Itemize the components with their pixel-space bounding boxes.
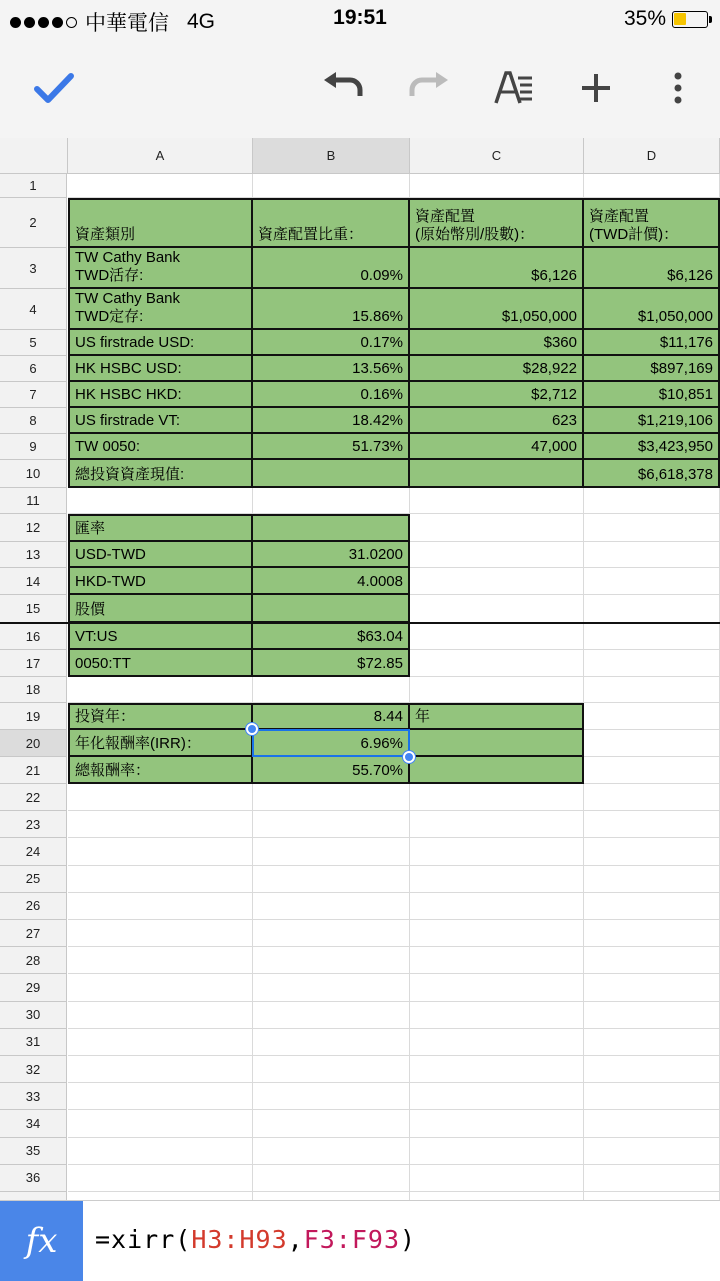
more-vertical-icon[interactable] xyxy=(660,62,696,114)
cell-d1[interactable] xyxy=(584,174,720,198)
cell-b4[interactable]: 15.86% xyxy=(253,289,410,330)
cell-c30[interactable] xyxy=(410,1002,584,1029)
cell-c17[interactable] xyxy=(410,650,584,677)
cell-a36[interactable] xyxy=(68,1165,253,1192)
formula-bar xyxy=(0,1200,720,1280)
cell-d25[interactable] xyxy=(584,866,720,893)
cell-c4[interactable]: $1,050,000 xyxy=(410,289,584,330)
cell-b32[interactable] xyxy=(253,1056,410,1083)
cell-d9[interactable]: $3,423,950 xyxy=(584,434,720,460)
row-header-27[interactable]: 27 xyxy=(0,920,67,947)
selection-handle-bottom[interactable] xyxy=(403,751,415,763)
row-header-26[interactable]: 26 xyxy=(0,893,67,920)
editor-toolbar xyxy=(0,38,720,138)
cell-a27[interactable] xyxy=(68,920,253,947)
cell-c1[interactable] xyxy=(410,174,584,198)
battery-icon xyxy=(672,11,708,28)
cell-b6[interactable]: 13.56% xyxy=(253,356,410,382)
undo-icon[interactable] xyxy=(318,62,370,114)
cell-c32[interactable] xyxy=(410,1056,584,1083)
column-header-c[interactable]: C xyxy=(410,138,584,174)
cell-a15[interactable]: 股價 xyxy=(68,595,253,623)
frozen-rows-divider xyxy=(0,622,720,624)
cell-d3[interactable]: $6,126 xyxy=(584,248,720,289)
cell-a24[interactable] xyxy=(68,838,253,865)
cell-b26[interactable] xyxy=(253,893,410,920)
battery-percent: 35% xyxy=(623,7,666,30)
carrier-name: 中華電信 xyxy=(85,12,169,35)
cell-b19[interactable]: 8.44 xyxy=(253,703,410,730)
cell-c15[interactable] xyxy=(410,595,584,623)
cell-d32[interactable] xyxy=(584,1056,720,1083)
cell-b2[interactable]: 資產配置比重： xyxy=(253,198,410,248)
row-header-25[interactable]: 25 xyxy=(0,866,67,893)
cell-b22[interactable] xyxy=(253,784,410,811)
cell-b25[interactable] xyxy=(253,866,410,893)
cell-a5[interactable]: US firstrade USD: xyxy=(68,330,253,356)
cell-a8[interactable]: US firstrade VT: xyxy=(68,408,253,434)
cell-a11[interactable] xyxy=(68,488,253,514)
selection-handle-top[interactable] xyxy=(246,723,258,735)
cell-d2[interactable]: 資產配置 (TWD計價)： xyxy=(584,198,720,248)
row-header-6[interactable]: 6 xyxy=(0,356,67,382)
cell-d29[interactable] xyxy=(584,974,720,1001)
row-header-1[interactable]: 1 xyxy=(0,174,67,198)
cell-d16[interactable] xyxy=(584,623,720,650)
cell-d28[interactable] xyxy=(584,947,720,974)
cell-b36[interactable] xyxy=(253,1165,410,1192)
column-header-a[interactable]: A xyxy=(68,138,253,174)
cell-c31[interactable] xyxy=(410,1029,584,1056)
formula-prefix: =xirr( xyxy=(95,1225,192,1254)
row-header-35[interactable]: 35 xyxy=(0,1138,67,1165)
cell-a16[interactable]: VT:US xyxy=(68,623,253,650)
cell-a33[interactable] xyxy=(68,1083,253,1110)
status-bar xyxy=(0,0,720,38)
cell-d11[interactable] xyxy=(584,488,720,514)
cell-a32[interactable] xyxy=(68,1056,253,1083)
redo-icon[interactable] xyxy=(402,62,454,114)
cell-b24[interactable] xyxy=(253,838,410,865)
cell-a34[interactable] xyxy=(68,1110,253,1137)
cell-c2[interactable]: 資產配置 (原始幣別/股數)： xyxy=(410,198,584,248)
cell-b29[interactable] xyxy=(253,974,410,1001)
cell-c7[interactable]: $2,712 xyxy=(410,382,584,408)
cell-a3[interactable]: TW Cathy Bank TWD活存: xyxy=(68,248,253,289)
row-header-23[interactable]: 23 xyxy=(0,811,67,838)
cell-b10[interactable] xyxy=(253,460,410,488)
cell-c16[interactable] xyxy=(410,623,584,650)
formula-range-1: H3:H93 xyxy=(191,1225,288,1254)
cell-c20[interactable] xyxy=(410,730,584,757)
cell-d33[interactable] xyxy=(584,1083,720,1110)
cell-a1[interactable] xyxy=(68,174,253,198)
cell-a14[interactable]: HKD-TWD xyxy=(68,568,253,595)
cell-c8[interactable]: 623 xyxy=(410,408,584,434)
cell-d19[interactable] xyxy=(584,703,720,730)
cell-d24[interactable] xyxy=(584,838,720,865)
cell-a12[interactable]: 匯率 xyxy=(68,514,253,542)
text-format-icon[interactable] xyxy=(488,62,540,114)
cell-b18[interactable] xyxy=(253,677,410,703)
row-header-19[interactable]: 19 xyxy=(0,703,67,730)
row-header-33[interactable]: 33 xyxy=(0,1083,67,1110)
cell-d31[interactable] xyxy=(584,1029,720,1056)
row-header-9[interactable]: 9 xyxy=(0,434,67,460)
row-header-10[interactable]: 10 xyxy=(0,460,67,488)
cell-c28[interactable] xyxy=(410,947,584,974)
cell-d21[interactable] xyxy=(584,757,720,784)
cell-d22[interactable] xyxy=(584,784,720,811)
cell-a19[interactable]: 投資年： xyxy=(68,703,253,730)
row-header-8[interactable]: 8 xyxy=(0,408,67,434)
cell-d13[interactable] xyxy=(584,542,720,568)
network-type: 4G xyxy=(187,10,216,33)
cell-a6[interactable]: HK HSBC USD: xyxy=(68,356,253,382)
cell-d35[interactable] xyxy=(584,1138,720,1165)
row-header-36[interactable]: 36 xyxy=(0,1165,67,1192)
row-header-13[interactable]: 13 xyxy=(0,542,67,568)
cell-a7[interactable]: HK HSBC HKD: xyxy=(68,382,253,408)
row-header-30[interactable]: 30 xyxy=(0,1002,67,1029)
cell-d34[interactable] xyxy=(584,1110,720,1137)
row-header-32[interactable]: 32 xyxy=(0,1056,67,1083)
cell-d20[interactable] xyxy=(584,730,720,757)
cell-c35[interactable] xyxy=(410,1138,584,1165)
cell-b20[interactable]: 6.96% xyxy=(253,730,410,757)
cell-b21[interactable]: 55.70% xyxy=(253,757,410,784)
cell-d12[interactable] xyxy=(584,514,720,542)
cell-c13[interactable] xyxy=(410,542,584,568)
cell-b7[interactable]: 0.16% xyxy=(253,382,410,408)
cell-d27[interactable] xyxy=(584,920,720,947)
cell-b33[interactable] xyxy=(253,1083,410,1110)
cell-d6[interactable]: $897,169 xyxy=(584,356,720,382)
cell-d14[interactable] xyxy=(584,568,720,595)
formula-suffix: ) xyxy=(400,1225,417,1254)
cell-a20[interactable]: 年化報酬率(IRR)： xyxy=(68,730,253,757)
cell-d7[interactable]: $10,851 xyxy=(584,382,720,408)
row-header-4[interactable]: 4 xyxy=(0,289,67,330)
cell-d26[interactable] xyxy=(584,893,720,920)
cell-a31[interactable] xyxy=(68,1029,253,1056)
cell-b5[interactable]: 0.17% xyxy=(253,330,410,356)
cell-c3[interactable]: $6,126 xyxy=(410,248,584,289)
cell-b27[interactable] xyxy=(253,920,410,947)
cell-d15[interactable] xyxy=(584,595,720,623)
row-header-14[interactable]: 14 xyxy=(0,568,67,595)
row-header-21[interactable]: 21 xyxy=(0,757,67,784)
cell-c14[interactable] xyxy=(410,568,584,595)
cell-c6[interactable]: $28,922 xyxy=(410,356,584,382)
cell-a2[interactable]: 資產類別 xyxy=(68,198,253,248)
cell-c24[interactable] xyxy=(410,838,584,865)
row-header-5[interactable]: 5 xyxy=(0,330,67,356)
status-time: 19:51 xyxy=(333,6,387,29)
row-header-3[interactable]: 3 xyxy=(0,248,67,289)
cell-a13[interactable]: USD-TWD xyxy=(68,542,253,568)
cell-b11[interactable] xyxy=(253,488,410,514)
cell-a23[interactable] xyxy=(68,811,253,838)
row-header-20[interactable]: 20 xyxy=(0,730,67,757)
cell-c26[interactable] xyxy=(410,893,584,920)
column-header-d[interactable]: D xyxy=(584,138,720,174)
cell-a28[interactable] xyxy=(68,947,253,974)
spreadsheet-grid[interactable] xyxy=(0,138,720,1200)
cell-a25[interactable] xyxy=(68,866,253,893)
cell-c21[interactable] xyxy=(410,757,584,784)
cell-d8[interactable]: $1,219,106 xyxy=(584,408,720,434)
cell-c23[interactable] xyxy=(410,811,584,838)
cell-c18[interactable] xyxy=(410,677,584,703)
cell-a26[interactable] xyxy=(68,893,253,920)
cell-a22[interactable] xyxy=(68,784,253,811)
formula-separator: , xyxy=(287,1225,304,1254)
cell-c34[interactable] xyxy=(410,1110,584,1137)
cell-b14[interactable]: 4.0008 xyxy=(253,568,410,595)
cell-c11[interactable] xyxy=(410,488,584,514)
cell-b1[interactable] xyxy=(253,174,410,198)
row-header-2[interactable]: 2 xyxy=(0,198,67,248)
cell-b13[interactable]: 31.0200 xyxy=(253,542,410,568)
cell-a18[interactable] xyxy=(68,677,253,703)
cell-d30[interactable] xyxy=(584,1002,720,1029)
cell-d5[interactable]: $11,176 xyxy=(584,330,720,356)
cell-d10[interactable]: $6,618,378 xyxy=(584,460,720,488)
row-header-34[interactable]: 34 xyxy=(0,1110,67,1137)
cell-a9[interactable]: TW 0050: xyxy=(68,434,253,460)
cell-b16[interactable]: $63.04 xyxy=(253,623,410,650)
cell-a30[interactable] xyxy=(68,1002,253,1029)
cell-b30[interactable] xyxy=(253,1002,410,1029)
cell-c10[interactable] xyxy=(410,460,584,488)
cell-d18[interactable] xyxy=(584,677,720,703)
cell-b15[interactable] xyxy=(253,595,410,623)
row-header-16[interactable]: 16 xyxy=(0,623,67,650)
cell-b23[interactable] xyxy=(253,811,410,838)
cell-c5[interactable]: $360 xyxy=(410,330,584,356)
cell-c33[interactable] xyxy=(410,1083,584,1110)
cell-a35[interactable] xyxy=(68,1138,253,1165)
row-header-18[interactable]: 18 xyxy=(0,677,67,703)
row-header-31[interactable]: 31 xyxy=(0,1029,67,1056)
cell-c22[interactable] xyxy=(410,784,584,811)
row-header-29[interactable]: 29 xyxy=(0,974,67,1001)
row-header-22[interactable]: 22 xyxy=(0,784,67,811)
cell-d36[interactable] xyxy=(584,1165,720,1192)
formula-input[interactable] xyxy=(95,1225,416,1254)
row-header-11[interactable]: 11 xyxy=(0,488,67,514)
cell-a21[interactable]: 總報酬率： xyxy=(68,757,253,784)
row-header-15[interactable]: 15 xyxy=(0,595,67,623)
cell-a29[interactable] xyxy=(68,974,253,1001)
cell-b9[interactable]: 51.73% xyxy=(253,434,410,460)
cell-b12[interactable] xyxy=(253,514,410,542)
plus-icon[interactable] xyxy=(570,62,622,114)
cell-c19[interactable]: 年 xyxy=(410,703,584,730)
cell-b35[interactable] xyxy=(253,1138,410,1165)
cell-b34[interactable] xyxy=(253,1110,410,1137)
row-header-12[interactable]: 12 xyxy=(0,514,67,542)
fx-icon[interactable]: fx xyxy=(0,1201,83,1281)
cell-c27[interactable] xyxy=(410,920,584,947)
cell-b17[interactable]: $72.85 xyxy=(253,650,410,677)
row-header-17[interactable]: 17 xyxy=(0,650,67,677)
cell-c25[interactable] xyxy=(410,866,584,893)
row-header-7[interactable]: 7 xyxy=(0,382,67,408)
cell-c36[interactable] xyxy=(410,1165,584,1192)
column-header-b[interactable]: B xyxy=(253,138,410,174)
cell-c12[interactable] xyxy=(410,514,584,542)
cell-d23[interactable] xyxy=(584,811,720,838)
cell-d4[interactable]: $1,050,000 xyxy=(584,289,720,330)
cell-b3[interactable]: 0.09% xyxy=(253,248,410,289)
cell-a17[interactable]: 0050:TT xyxy=(68,650,253,677)
cell-b31[interactable] xyxy=(253,1029,410,1056)
row-header-24[interactable]: 24 xyxy=(0,838,67,865)
check-icon[interactable] xyxy=(28,62,80,114)
cell-c29[interactable] xyxy=(410,974,584,1001)
cell-d17[interactable] xyxy=(584,650,720,677)
cell-a4[interactable]: TW Cathy Bank TWD定存: xyxy=(68,289,253,330)
row-header-28[interactable]: 28 xyxy=(0,947,67,974)
cell-c9[interactable]: 47,000 xyxy=(410,434,584,460)
select-all-corner[interactable] xyxy=(0,138,68,174)
formula-range-2: F3:F93 xyxy=(303,1225,400,1254)
cell-b8[interactable]: 18.42% xyxy=(253,408,410,434)
cell-b28[interactable] xyxy=(253,947,410,974)
cell-a10[interactable]: 總投資資產現值: xyxy=(68,460,253,488)
